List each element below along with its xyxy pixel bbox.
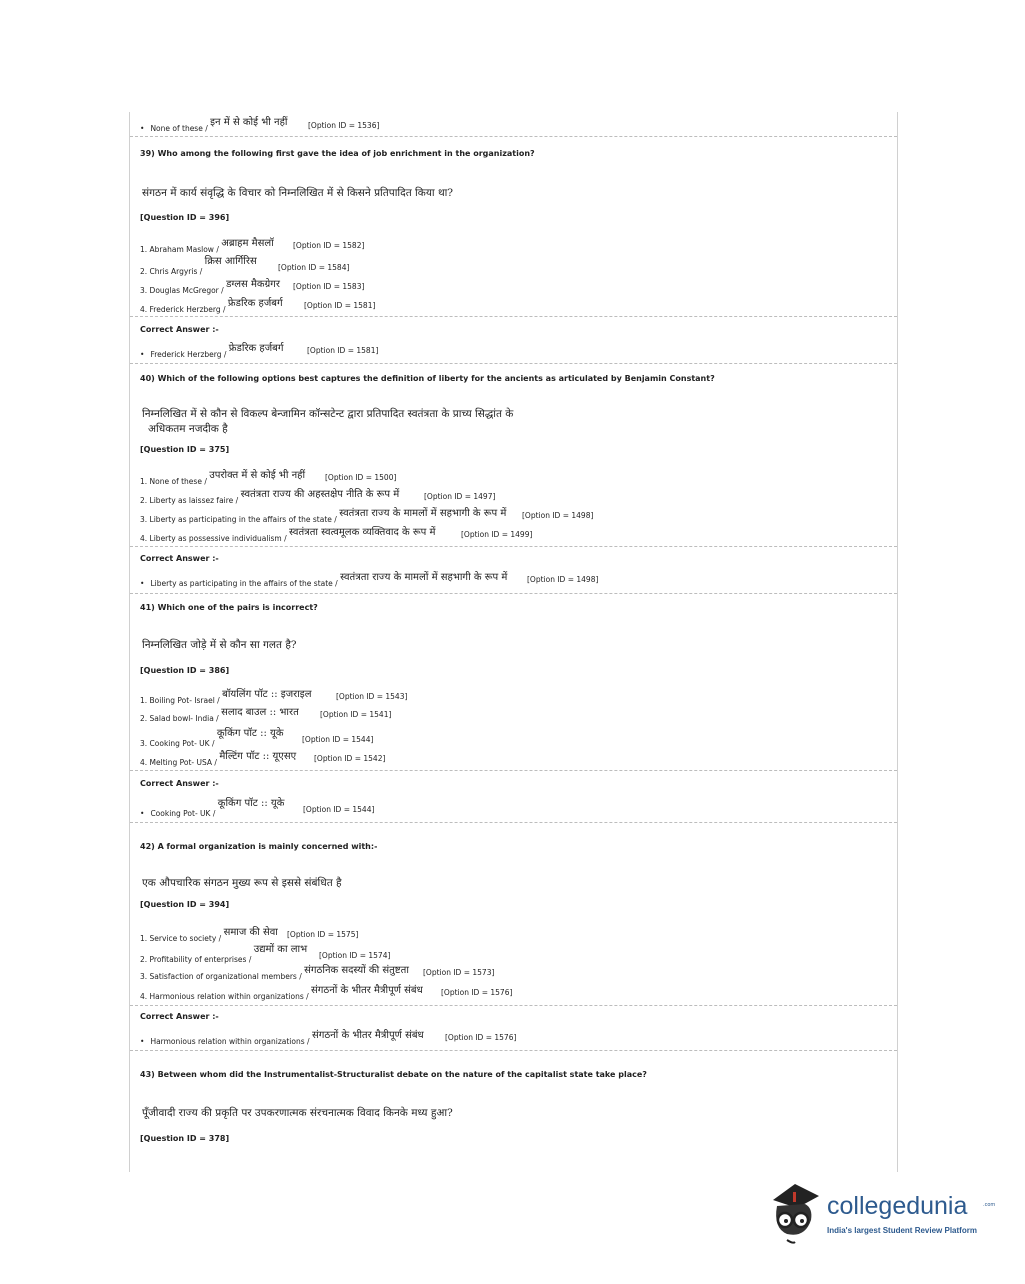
mascot-icon (765, 1178, 825, 1248)
q39-correct-answer: • Frederick Herzberg / फ्रेडरिक हर्जबर्ग (140, 346, 283, 360)
question-39-id: [Question ID = 396] (140, 213, 230, 222)
q40-option-3: 3. Liberty as participating in the affairs of the state / स्वतंत्रता राज्य के मामलों में सहभागी के रूप में (140, 508, 507, 524)
collegedunia-logo (765, 1178, 995, 1248)
q41-option-3: 3. Cooking Pot- UK / कूकिंग पॉट :: यूके (140, 728, 284, 748)
question-39-hindi: संगठन में कार्य संवृद्धि के विचार को निम्नलिखित में से किसने प्रतिपादित किया था? (142, 187, 454, 199)
q42-option-3: 3. Satisfaction of organizational members / संगठनिक सदस्यों की संतुष्टता (140, 965, 409, 981)
q42-option-4-id: [Option ID = 1576] (441, 988, 513, 997)
q40-option-1: 1. None of these / उपरोक्त में से कोई भी नहीं (140, 470, 306, 486)
q39-option-3: 3. Douglas McGregor / डग्लस मैकग्रेगर (140, 279, 280, 295)
q39-option-4: 4. Frederick Herzberg / फ्रेडरिक हर्जबर्ग (140, 298, 283, 314)
q42-correct-answer-id: [Option ID = 1576] (445, 1033, 517, 1042)
question-40-hindi-line1: निम्नलिखित में से कौन से विकल्प बेन्जामिन कॉन्सटेन्ट द्वारा प्रतिपादित स्वतंत्रता के प्राच्य सिद्धांत के (142, 408, 514, 420)
question-41-hindi: निम्नलिखित जोड़े में से कौन सा गलत है? (142, 639, 297, 651)
separator (130, 593, 897, 594)
q39-option-3-id: [Option ID = 1583] (293, 282, 365, 291)
q41-option-4: 4. Melting Pot- USA / मैल्टिंग पॉट :: यूएसए (140, 751, 297, 767)
q39-option-4-id: [Option ID = 1581] (304, 301, 376, 310)
q39-option-2: 2. Chris Argyris / क्रिस आर्गिरिस (140, 256, 257, 276)
separator (130, 316, 897, 317)
prev-answer-id: [Option ID = 1536] (308, 121, 380, 130)
q39-option-1-id: [Option ID = 1582] (293, 241, 365, 250)
q42-correct-answer: • Harmonious relation within organizations / संगठनों के भीतर मैत्रीपूर्ण संबंध (140, 1033, 424, 1047)
logo-suffix: .com (983, 1202, 996, 1208)
separator (130, 363, 897, 364)
q42-correct-label: Correct Answer :- (140, 1012, 219, 1021)
q41-option-2-id: [Option ID = 1541] (320, 710, 392, 719)
q40-correct-answer: • Liberty as participating in the affairs of the state / स्वतंत्रता राज्य के मामलों में सहभागी के रूप में (140, 575, 507, 589)
q41-option-4-id: [Option ID = 1542] (314, 754, 386, 763)
question-40-hindi-line2: अधिकतम नजदीक है (148, 423, 228, 435)
q39-correct-answer-id: [Option ID = 1581] (307, 346, 379, 355)
prev-answer (140, 117, 288, 134)
question-42-hindi: एक औपचारिक संगठन मुख्य रूप से इससे संबंधित है (142, 877, 342, 889)
q42-option-2-id: [Option ID = 1574] (319, 951, 391, 960)
q42-option-4: 4. Harmonious relation within organizations / संगठनों के भीतर मैत्रीपूर्ण संबंध (140, 985, 423, 1001)
q40-correct-label: Correct Answer :- (140, 554, 219, 563)
prev-answer-hi: इन में से कोई भी नहीं (210, 117, 288, 128)
logo-tagline: India's largest Student Review Platform (827, 1226, 977, 1235)
q42-option-3-id: [Option ID = 1573] (423, 968, 495, 977)
question-39-title: 39) Who among the following first gave the idea of job enrichment in the organization? (140, 149, 535, 158)
question-41-id: [Question ID = 386] (140, 666, 230, 675)
prev-answer-en: None of these / (150, 124, 208, 133)
q41-option-2: 2. Salad bowl- India / सलाद बाउल :: भारत (140, 707, 299, 723)
separator (130, 822, 897, 823)
separator (130, 770, 897, 771)
q41-correct-label: Correct Answer :- (140, 779, 219, 788)
q41-option-1-id: [Option ID = 1543] (336, 692, 408, 701)
q39-option-1: 1. Abraham Maslow / अब्राहम मैसलॉ (140, 238, 274, 254)
separator (130, 136, 897, 137)
question-43-title: 43) Between whom did the Instrumentalist-Structuralist debate on the nature of the capitalist state take place? (140, 1070, 647, 1079)
question-42-title: 42) A formal organization is mainly concerned with:- (140, 842, 378, 851)
separator (130, 1005, 897, 1006)
q40-option-4: 4. Liberty as possessive individualism / स्वतंत्रता स्वत्वमूलक व्यक्तिवाद के रूप में (140, 527, 436, 543)
q39-option-2-id: [Option ID = 1584] (278, 263, 350, 272)
question-41-title: 41) Which one of the pairs is incorrect? (140, 603, 318, 612)
question-42-id: [Question ID = 394] (140, 900, 230, 909)
q42-option-1: 1. Service to society / समाज की सेवा (140, 927, 278, 943)
question-43-id: [Question ID = 378] (140, 1134, 230, 1143)
logo-wordmark: collegedunia (827, 1192, 968, 1220)
q42-option-1-id: [Option ID = 1575] (287, 930, 359, 939)
q41-option-1: 1. Boiling Pot- Israel / बॉयलिंग पॉट :: इजराइल (140, 689, 312, 705)
q41-option-3-id: [Option ID = 1544] (302, 735, 374, 744)
separator (130, 546, 897, 547)
q40-option-3-id: [Option ID = 1498] (522, 511, 594, 520)
q40-option-2: 2. Liberty as laissez faire / स्वतंत्रता राज्य की अहस्तक्षेप नीति के रूप में (140, 489, 400, 505)
question-40-id: [Question ID = 375] (140, 445, 230, 454)
q40-option-4-id: [Option ID = 1499] (461, 530, 533, 539)
question-sheet (129, 112, 898, 1172)
q39-correct-label: Correct Answer :- (140, 325, 219, 334)
q40-correct-answer-id: [Option ID = 1498] (527, 575, 599, 584)
q41-correct-answer-id: [Option ID = 1544] (303, 805, 375, 814)
q42-option-2: 2. Profitability of enterprises / उद्यमों का लाभ (140, 944, 308, 964)
q40-option-1-id: [Option ID = 1500] (325, 473, 397, 482)
question-40-title: 40) Which of the following options best captures the definition of liberty for the ancients as articulated by Benjamin Constant? (140, 374, 715, 383)
separator (130, 1050, 897, 1051)
question-43-hindi: पूँजीवादी राज्य की प्रकृति पर उपकरणात्मक संरचनात्मक विवाद किनके मध्य हुआ? (142, 1107, 453, 1119)
q40-option-2-id: [Option ID = 1497] (424, 492, 496, 501)
q41-correct-answer: • Cooking Pot- UK / कूकिंग पॉट :: यूके (140, 805, 284, 819)
